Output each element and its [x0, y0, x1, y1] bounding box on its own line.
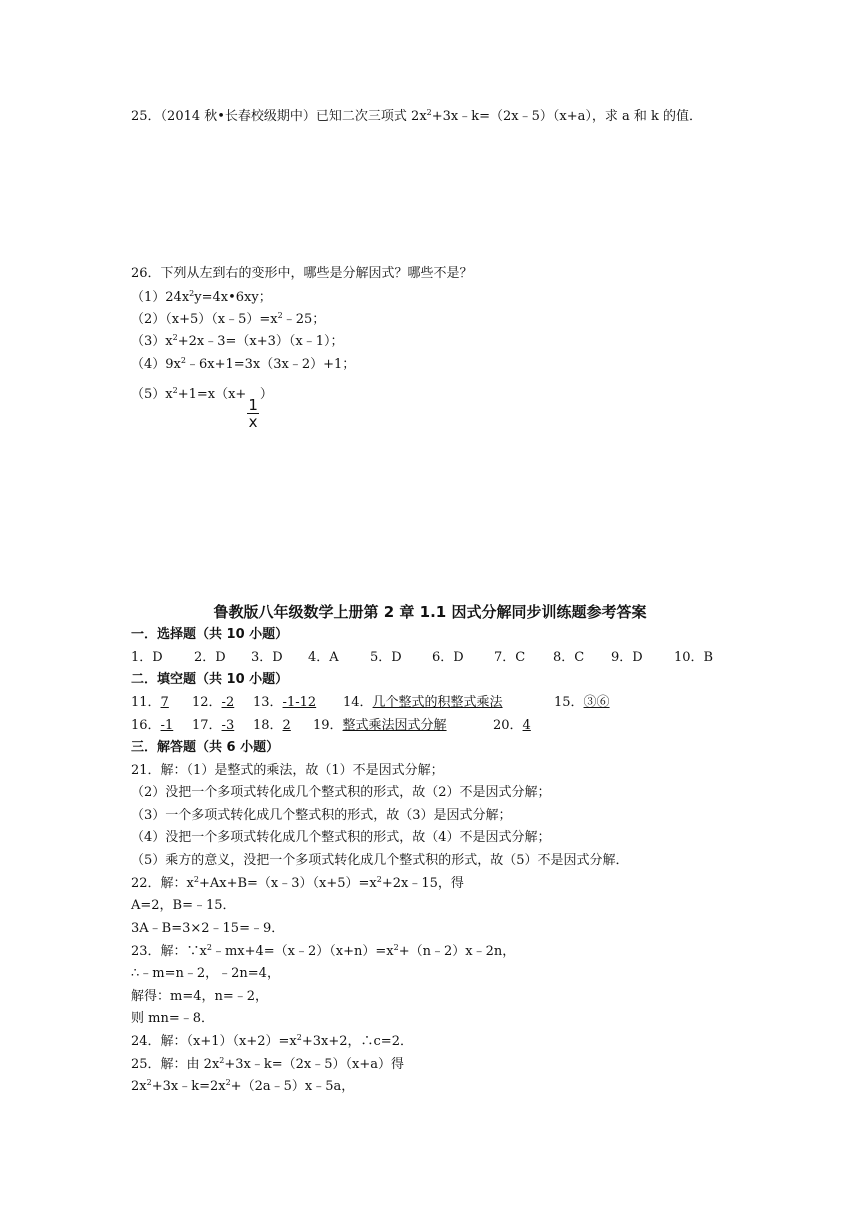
fill-answer-14: 14．几个整式的积整式乘法 [343, 695, 503, 710]
q26-item-5 [131, 386, 273, 430]
q26-item-2-a: （2）（x+5）（x﹣5）=x [131, 312, 278, 327]
q26-item-1-b: y=4x•6xy； [194, 290, 272, 305]
answer-22-line-2: A=2，B=﹣15． [131, 898, 236, 913]
answer-21-line-2: （2）没把一个多项式转化成几个整式积的形式，故（2）不是因式分解； [131, 785, 551, 800]
q26-item-2 [131, 311, 325, 329]
answer-21-line-4: （4）没把一个多项式转化成几个整式积的形式，故（4）不是因式分解； [131, 830, 551, 845]
answer-23-line-1: 23．解：$\because x^2﹣mx+4=(x﹣2)(x+n)=x^2+(n﹣2)x﹣2n$， [131, 943, 516, 959]
q26-item-2-b: ﹣25； [282, 312, 326, 327]
q26-item-3 [131, 333, 343, 351]
answer-25-line-2: $2x^2+3x﹣k=2x^2+(2a﹣5)x﹣5a$， [131, 1078, 355, 1094]
q26-item-1-a: （1）24x [131, 290, 190, 305]
answer-22-line-3: 3A﹣B=3×2﹣15=﹣9． [131, 921, 285, 936]
q26-item-4 [131, 356, 355, 374]
fraction-numerator: 1 [248, 396, 258, 414]
section-fill-heading: 二．填空题（共 10 小题） [131, 672, 289, 687]
q26-item-4-b: ﹣6x+1=3x（3x﹣2）+1； [185, 357, 356, 372]
q26-item-5-b: +1=x（x+ [177, 387, 247, 402]
exponent: 2 [426, 108, 432, 117]
q26-item-4-a: （4）9x [131, 357, 181, 372]
fill-answer-12: 12．-2 [192, 695, 235, 710]
fill-answer-19: 19．整式乘法因式分解 [313, 718, 447, 733]
question-26-stem: 26．下列从左到右的变形中，哪些是分解因式？哪些不是？ [131, 266, 473, 281]
exponent: 2 [296, 1033, 302, 1042]
exponent: 2 [277, 311, 283, 320]
q25-text-1: 25．（2014 秋•长春校级期中）已知二次三项式 2x [131, 109, 427, 124]
fill-answer-16: 16．-1 [131, 718, 174, 733]
choice-answer-5: 5．D [370, 650, 402, 665]
q26-item-3-a: （3）x [131, 334, 173, 349]
choice-answer-9: 9．D [611, 650, 643, 665]
answer-25-line-1: 25．解：由 $2x^2+3x﹣k=(2x﹣5)(x+a)$得 [131, 1056, 404, 1072]
choice-answer-10: 10．B [674, 650, 714, 665]
fill-answer-18: 18．2 [253, 718, 291, 733]
fill-answer-20: 20．4 [493, 718, 531, 733]
answer-21-line-3: （3）一个多项式转化成几个整式积的形式，故（3）是因式分解； [131, 808, 512, 823]
q25-text-2: +3x﹣k=（2x﹣5）（x+a），求 a 和 k 的值． [431, 109, 703, 124]
choice-answer-6: 6．D [432, 650, 464, 665]
exponent: 2 [225, 1078, 231, 1087]
q26-item-5-c: ） [259, 387, 273, 402]
section-solution-heading: 三．解答题（共 6 小题） [131, 740, 280, 755]
exponent: 2 [193, 875, 199, 884]
answer-23-line-3: 解得：m=4，n=﹣2， [131, 989, 269, 1004]
fill-answer-15: 15．③⑥ [554, 695, 610, 710]
q26-item-1 [131, 289, 272, 307]
fill-answer-11: 11．7 [131, 695, 169, 710]
answer-23-line-2: ∴﹣m=n﹣2，﹣2n=4， [131, 966, 280, 981]
answer-21-line-1: 21．解：（1）是整式的乘法，故（1）不是因式分解； [131, 763, 444, 778]
exponent: 2 [146, 1078, 152, 1087]
exponent: 2 [219, 1056, 225, 1065]
exponent: 2 [376, 875, 382, 884]
exponent: 2 [180, 356, 186, 365]
q26-item-5-a: （5）x [131, 387, 173, 402]
answer-22-line-1: 22．解：$x^2+Ax+B=(x﹣3)(x+5)=x^2+2x﹣15$，得 [131, 875, 464, 891]
question-25 [131, 108, 702, 126]
exponent: 2 [206, 943, 212, 952]
q26-item-3-b: +2x﹣3=（x+3）（x﹣1）； [177, 334, 344, 349]
choice-answer-2: 2．D [194, 650, 226, 665]
exponent: 2 [172, 386, 178, 395]
exponent: 2 [189, 289, 195, 298]
choice-answer-3: 3．D [251, 650, 283, 665]
choice-answer-4: 4．A [308, 650, 339, 665]
exponent: 2 [393, 943, 399, 952]
answer-21-line-5: （5）乘方的意义，没把一个多项式转化成几个整式积的形式，故（5）不是因式分解． [131, 853, 629, 868]
fraction-denominator: x [248, 413, 258, 431]
choice-answer-7: 7．C [494, 650, 526, 665]
choice-answer-1: 1．D [131, 650, 163, 665]
choice-answer-8: 8．C [553, 650, 585, 665]
answer-23-line-4: 则 mn=﹣8． [131, 1011, 214, 1026]
fraction [247, 397, 259, 430]
answers-title: 鲁教版八年级数学上册第 2 章 1.1 因式分解同步训练题参考答案 [213, 603, 647, 621]
answer-24-line-1: 24．解：$(x+1)(x+2)=x^2+3x+2$，∴c=2． [131, 1033, 413, 1049]
section-choice-heading: 一．选择题（共 10 小题） [131, 627, 289, 642]
exponent: 2 [172, 333, 178, 342]
fill-answer-13: 13．-1-12 [253, 695, 317, 710]
fill-answer-17: 17．-3 [192, 718, 235, 733]
